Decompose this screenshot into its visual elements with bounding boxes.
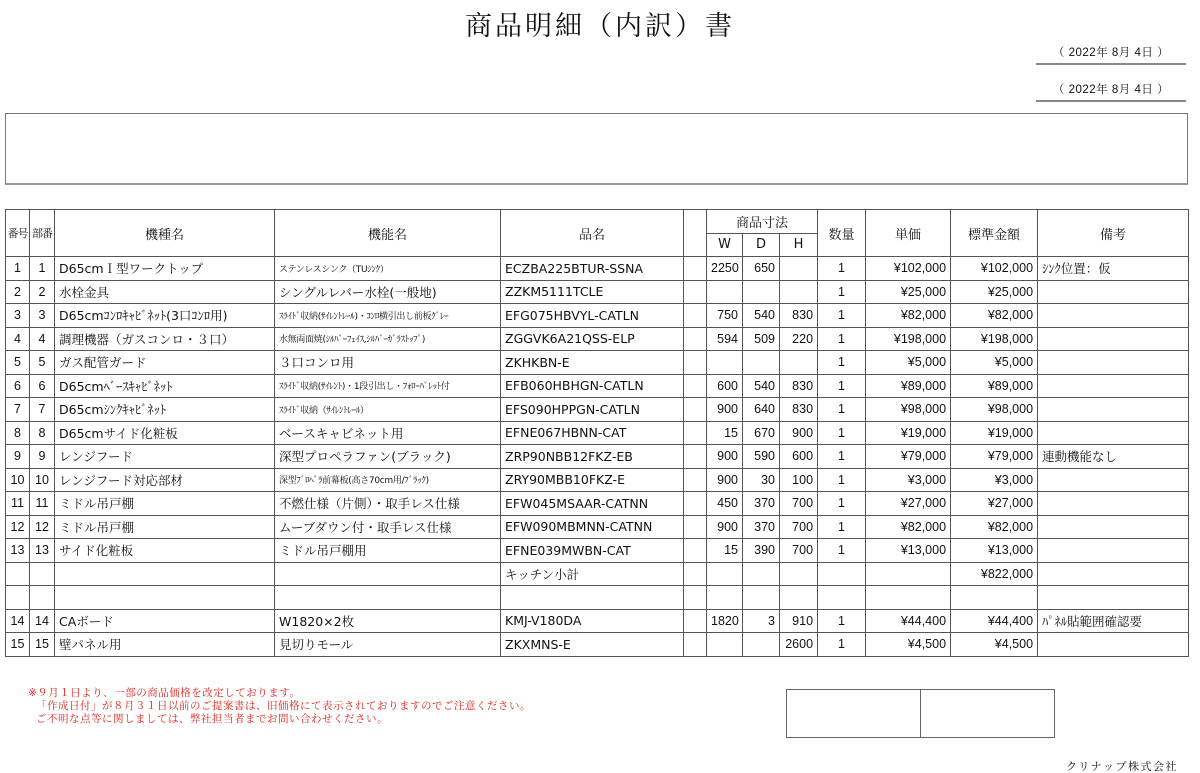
row-qty: [818, 586, 866, 610]
row-no: 5: [6, 351, 30, 375]
price-revision-notice: [28, 687, 531, 726]
row-remarks: ｼﾝｸ位置：仮: [1038, 257, 1189, 281]
row-amount: ¥13,000: [951, 539, 1038, 563]
row-no: 3: [6, 304, 30, 328]
row-unit-price: ¥98,000: [866, 398, 951, 422]
row-qty: 1: [818, 280, 866, 304]
row-function: ステンレスシンク（TUｼﾝｸ）: [275, 257, 501, 281]
row-part: 8: [30, 421, 55, 445]
row-amount: ¥198,000: [951, 327, 1038, 351]
approval-stamp-boxes: [786, 689, 1055, 738]
row-part: 9: [30, 445, 55, 469]
row-w: [707, 280, 743, 304]
table-row: [6, 562, 1189, 586]
row-no: 14: [6, 609, 30, 633]
table-row: [6, 351, 1189, 375]
row-amount: ¥5,000: [951, 351, 1038, 375]
header-d: D: [743, 233, 780, 257]
row-no: 6: [6, 374, 30, 398]
table-row: [6, 492, 1189, 516]
row-w: 600: [707, 374, 743, 398]
company-name: クリナップ株式会社: [1065, 760, 1178, 773]
row-amount: ¥89,000: [951, 374, 1038, 398]
row-function: 水無両面焼(ｼﾙﾊﾞｰﾌｪｲｽ,ｼﾙﾊﾞｰｶﾞﾗｽﾄｯﾌﾟ): [275, 327, 501, 351]
row-product: [501, 586, 684, 610]
notice-line-3: ご不明な点等に関しましては、弊社担当者までお問い合わせください。: [36, 713, 388, 725]
row-amount: ¥25,000: [951, 280, 1038, 304]
row-d: 3: [743, 609, 780, 633]
row-remarks: [1038, 515, 1189, 539]
row-h: [780, 280, 818, 304]
row-d: 390: [743, 539, 780, 563]
row-function: ｽﾗｲﾄﾞ収納(ｻｲﾚﾝﾄ)・1段引出し・ﾌｫﾛｰﾊﾟﾚｯﾄ付: [275, 374, 501, 398]
header-no: 番号: [6, 210, 30, 257]
row-d: [743, 280, 780, 304]
row-amount: ¥79,000: [951, 445, 1038, 469]
row-remarks: [1038, 562, 1189, 586]
row-amount: ¥98,000: [951, 398, 1038, 422]
row-no: [6, 586, 30, 610]
row-w: 15: [707, 421, 743, 445]
row-no: 11: [6, 492, 30, 516]
row-qty: 1: [818, 257, 866, 281]
header-product: 品名: [501, 210, 684, 257]
row-blank: [684, 257, 707, 281]
row-function: 不燃仕様（片側）・取手レス仕様: [275, 492, 501, 516]
row-h: 600: [780, 445, 818, 469]
row-d: [743, 586, 780, 610]
row-blank: [684, 304, 707, 328]
row-function: 見切りモール: [275, 633, 501, 657]
customer-info-box: [5, 113, 1188, 185]
row-d: 30: [743, 468, 780, 492]
row-w: [707, 586, 743, 610]
row-remarks: [1038, 398, 1189, 422]
row-qty: 1: [818, 351, 866, 375]
row-product: EFS090HPPGN-CATLN: [501, 398, 684, 422]
date-line-1: （ 2022年 8月 4日 ）: [1036, 44, 1186, 65]
stamp-box-2: [921, 690, 1054, 737]
row-function: ミドル吊戸棚用: [275, 539, 501, 563]
item-detail-table: [5, 209, 1189, 657]
row-unit-price: ¥79,000: [866, 445, 951, 469]
header-model: 機種名: [55, 210, 275, 257]
row-amount: ¥82,000: [951, 304, 1038, 328]
row-product: ZRP90NBB12FKZ-EB: [501, 445, 684, 469]
row-blank: [684, 515, 707, 539]
row-w: 15: [707, 539, 743, 563]
row-w: 900: [707, 445, 743, 469]
row-part: 10: [30, 468, 55, 492]
row-h: [780, 586, 818, 610]
row-blank: [684, 398, 707, 422]
row-part: 11: [30, 492, 55, 516]
row-blank: [684, 351, 707, 375]
row-unit-price: ¥27,000: [866, 492, 951, 516]
row-product: EFNE039MWBN-CAT: [501, 539, 684, 563]
row-blank: [684, 421, 707, 445]
row-model: レンジフード: [55, 445, 275, 469]
row-function: [275, 586, 501, 610]
table-row: [6, 398, 1189, 422]
table-row: [6, 327, 1189, 351]
row-h: [780, 351, 818, 375]
row-d: 540: [743, 374, 780, 398]
date-line-2: （ 2022年 8月 4日 ）: [1036, 81, 1186, 102]
row-product: KMJ-V180DA: [501, 609, 684, 633]
row-model: レンジフード対応部材: [55, 468, 275, 492]
row-model: 調理機器（ガスコンロ・３口）: [55, 327, 275, 351]
row-no: 2: [6, 280, 30, 304]
row-qty: 1: [818, 492, 866, 516]
row-no: 1: [6, 257, 30, 281]
row-unit-price: ¥82,000: [866, 304, 951, 328]
row-blank: [684, 539, 707, 563]
row-w: 750: [707, 304, 743, 328]
row-blank: [684, 562, 707, 586]
row-h: 100: [780, 468, 818, 492]
row-function: ｽﾗｲﾄﾞ収納(ｻｲﾚﾝﾄﾚｰﾙ)・ｺﾝﾛ横引出し前板ｸﾞﾚｰ: [275, 304, 501, 328]
table-row: [6, 304, 1189, 328]
row-qty: 1: [818, 539, 866, 563]
row-function: [275, 562, 501, 586]
row-d: 370: [743, 515, 780, 539]
row-remarks: [1038, 327, 1189, 351]
row-model: D65cmﾍﾞｰｽｷｬﾋﾞﾈｯﾄ: [55, 374, 275, 398]
row-part: 5: [30, 351, 55, 375]
row-remarks: [1038, 586, 1189, 610]
row-unit-price: [866, 562, 951, 586]
header-function: 機能名: [275, 210, 501, 257]
row-w: 900: [707, 398, 743, 422]
row-remarks: [1038, 539, 1189, 563]
row-w: [707, 562, 743, 586]
row-d: 509: [743, 327, 780, 351]
row-no: 13: [6, 539, 30, 563]
row-blank: [684, 609, 707, 633]
row-part: 7: [30, 398, 55, 422]
row-model: 水栓金具: [55, 280, 275, 304]
row-product: ECZBA225BTUR-SSNA: [501, 257, 684, 281]
row-h: 910: [780, 609, 818, 633]
row-h: 830: [780, 304, 818, 328]
row-remarks: ﾊﾟﾈﾙ貼範囲確認要: [1038, 609, 1189, 633]
row-model: ガス配管ガード: [55, 351, 275, 375]
row-part: 6: [30, 374, 55, 398]
row-blank: [684, 586, 707, 610]
row-function: 深型プロペラファン(ブラック): [275, 445, 501, 469]
header-part: 部番: [30, 210, 55, 257]
row-w: [707, 351, 743, 375]
row-amount: ¥4,500: [951, 633, 1038, 657]
header-amount: 標準金額: [951, 210, 1038, 257]
table-row: [6, 445, 1189, 469]
row-qty: 1: [818, 468, 866, 492]
row-w: 900: [707, 468, 743, 492]
row-part: [30, 562, 55, 586]
row-d: [743, 351, 780, 375]
row-unit-price: ¥13,000: [866, 539, 951, 563]
row-qty: 1: [818, 304, 866, 328]
row-blank: [684, 374, 707, 398]
row-remarks: [1038, 492, 1189, 516]
row-h: 700: [780, 539, 818, 563]
row-remarks: [1038, 421, 1189, 445]
table-row: [6, 374, 1189, 398]
row-unit-price: ¥19,000: [866, 421, 951, 445]
row-amount: ¥3,000: [951, 468, 1038, 492]
row-h: [780, 257, 818, 281]
table-row: [6, 586, 1189, 610]
row-model: D65cmＩ型ワークトップ: [55, 257, 275, 281]
row-qty: 1: [818, 398, 866, 422]
row-product: キッチン小計: [501, 562, 684, 586]
row-no: 4: [6, 327, 30, 351]
document-title: 商品明細（内訳）書: [465, 11, 735, 42]
row-unit-price: ¥4,500: [866, 633, 951, 657]
header-qty: 数量: [818, 210, 866, 257]
row-no: 8: [6, 421, 30, 445]
row-d: 370: [743, 492, 780, 516]
row-qty: 1: [818, 374, 866, 398]
header-remarks: 備考: [1038, 210, 1189, 257]
row-part: 12: [30, 515, 55, 539]
row-part: 14: [30, 609, 55, 633]
row-product: ZKHKBN-E: [501, 351, 684, 375]
row-blank: [684, 445, 707, 469]
table-row: [6, 257, 1189, 281]
row-d: 590: [743, 445, 780, 469]
row-h: 830: [780, 374, 818, 398]
row-function: シングルレバー水栓(一般地): [275, 280, 501, 304]
row-amount: ¥822,000: [951, 562, 1038, 586]
row-unit-price: ¥3,000: [866, 468, 951, 492]
row-unit-price: ¥25,000: [866, 280, 951, 304]
row-product: ZKXMNS-E: [501, 633, 684, 657]
row-d: 650: [743, 257, 780, 281]
row-blank: [684, 492, 707, 516]
row-blank: [684, 468, 707, 492]
row-model: D65cmｺﾝﾛｷｬﾋﾞﾈｯﾄ(3口ｺﾝﾛ用): [55, 304, 275, 328]
row-product: EFW045MSAAR-CATNN: [501, 492, 684, 516]
row-unit-price: [866, 586, 951, 610]
row-model: D65cmサイド化粧板: [55, 421, 275, 445]
row-function: ベースキャビネット用: [275, 421, 501, 445]
row-qty: 1: [818, 421, 866, 445]
row-function: ムーブダウン付・取手レス仕様: [275, 515, 501, 539]
row-unit-price: ¥44,400: [866, 609, 951, 633]
row-amount: ¥44,400: [951, 609, 1038, 633]
row-function: ３口コンロ用: [275, 351, 501, 375]
row-w: 594: [707, 327, 743, 351]
stamp-box-1: [787, 690, 921, 737]
row-product: ZRY90MBB10FKZ-E: [501, 468, 684, 492]
row-d: 540: [743, 304, 780, 328]
header-w: W: [707, 233, 743, 257]
row-blank: [684, 633, 707, 657]
header-row: [6, 210, 1189, 234]
row-qty: [818, 562, 866, 586]
header-size-group: 商品寸法: [707, 210, 818, 234]
row-model: D65cmｼﾝｸｷｬﾋﾞﾈｯﾄ: [55, 398, 275, 422]
row-no: 10: [6, 468, 30, 492]
header-unit-price: 単価: [866, 210, 951, 257]
header-h: H: [780, 233, 818, 257]
row-qty: 1: [818, 633, 866, 657]
table-row: [6, 421, 1189, 445]
row-function: 深型ﾌﾟﾛﾍﾟﾗ前幕板(高さ70cm用/ﾌﾞﾗｯｸ): [275, 468, 501, 492]
notice-line-2: 「作成日付」が８月３１日以前のご提案書は、旧価格にて表示されておりますのでご注意ください。: [36, 700, 531, 712]
row-function: ｽﾗｲﾄﾞ収納（ｻｲﾚﾝﾄﾚｰﾙ）: [275, 398, 501, 422]
row-no: 9: [6, 445, 30, 469]
row-part: [30, 586, 55, 610]
row-amount: ¥82,000: [951, 515, 1038, 539]
row-remarks: [1038, 374, 1189, 398]
row-qty: 1: [818, 445, 866, 469]
row-w: 900: [707, 515, 743, 539]
row-w: 450: [707, 492, 743, 516]
row-no: [6, 562, 30, 586]
row-model: 壁パネル用: [55, 633, 275, 657]
row-unit-price: ¥89,000: [866, 374, 951, 398]
row-remarks: [1038, 304, 1189, 328]
row-w: 1820: [707, 609, 743, 633]
row-h: 830: [780, 398, 818, 422]
row-no: 12: [6, 515, 30, 539]
row-product: EFNE067HBNN-CAT: [501, 421, 684, 445]
row-no: 7: [6, 398, 30, 422]
row-part: 3: [30, 304, 55, 328]
row-remarks: [1038, 633, 1189, 657]
row-function: W1820×2枚: [275, 609, 501, 633]
row-w: 2250: [707, 257, 743, 281]
row-unit-price: ¥102,000: [866, 257, 951, 281]
row-part: 1: [30, 257, 55, 281]
row-amount: ¥27,000: [951, 492, 1038, 516]
row-amount: ¥102,000: [951, 257, 1038, 281]
row-h: 900: [780, 421, 818, 445]
row-remarks: [1038, 351, 1189, 375]
row-remarks: 連動機能なし: [1038, 445, 1189, 469]
row-h: 700: [780, 492, 818, 516]
row-unit-price: ¥198,000: [866, 327, 951, 351]
row-blank: [684, 327, 707, 351]
table-row: [6, 539, 1189, 563]
row-part: 13: [30, 539, 55, 563]
row-blank: [684, 280, 707, 304]
table-row: [6, 633, 1189, 657]
row-h: [780, 562, 818, 586]
row-amount: ¥19,000: [951, 421, 1038, 445]
row-remarks: [1038, 468, 1189, 492]
row-model: [55, 562, 275, 586]
row-part: 2: [30, 280, 55, 304]
table-row: [6, 280, 1189, 304]
row-qty: 1: [818, 609, 866, 633]
row-product: EFB060HBHGN-CATLN: [501, 374, 684, 398]
table-row: [6, 515, 1189, 539]
table-row: [6, 609, 1189, 633]
row-no: 15: [6, 633, 30, 657]
row-unit-price: ¥82,000: [866, 515, 951, 539]
row-h: 700: [780, 515, 818, 539]
row-h: 2600: [780, 633, 818, 657]
row-d: [743, 562, 780, 586]
row-model: ミドル吊戸棚: [55, 492, 275, 516]
row-d: [743, 633, 780, 657]
row-product: EFG075HBVYL-CATLN: [501, 304, 684, 328]
row-unit-price: ¥5,000: [866, 351, 951, 375]
row-product: EFW090MBMNN-CATNN: [501, 515, 684, 539]
notice-line-1: ※９月１日より、一部の商品価格を改定しております。: [28, 687, 301, 699]
row-model: [55, 586, 275, 610]
row-model: サイド化粧板: [55, 539, 275, 563]
row-product: ZZKM5111TCLE: [501, 280, 684, 304]
row-qty: 1: [818, 327, 866, 351]
row-model: CAボード: [55, 609, 275, 633]
row-product: ZGGVK6A21QSS-ELP: [501, 327, 684, 351]
header-blank: [684, 210, 707, 257]
row-amount: [951, 586, 1038, 610]
row-qty: 1: [818, 515, 866, 539]
row-d: 670: [743, 421, 780, 445]
row-part: 4: [30, 327, 55, 351]
row-h: 220: [780, 327, 818, 351]
table-row: [6, 468, 1189, 492]
row-model: ミドル吊戸棚: [55, 515, 275, 539]
row-d: 640: [743, 398, 780, 422]
row-w: [707, 633, 743, 657]
row-remarks: [1038, 280, 1189, 304]
row-part: 15: [30, 633, 55, 657]
